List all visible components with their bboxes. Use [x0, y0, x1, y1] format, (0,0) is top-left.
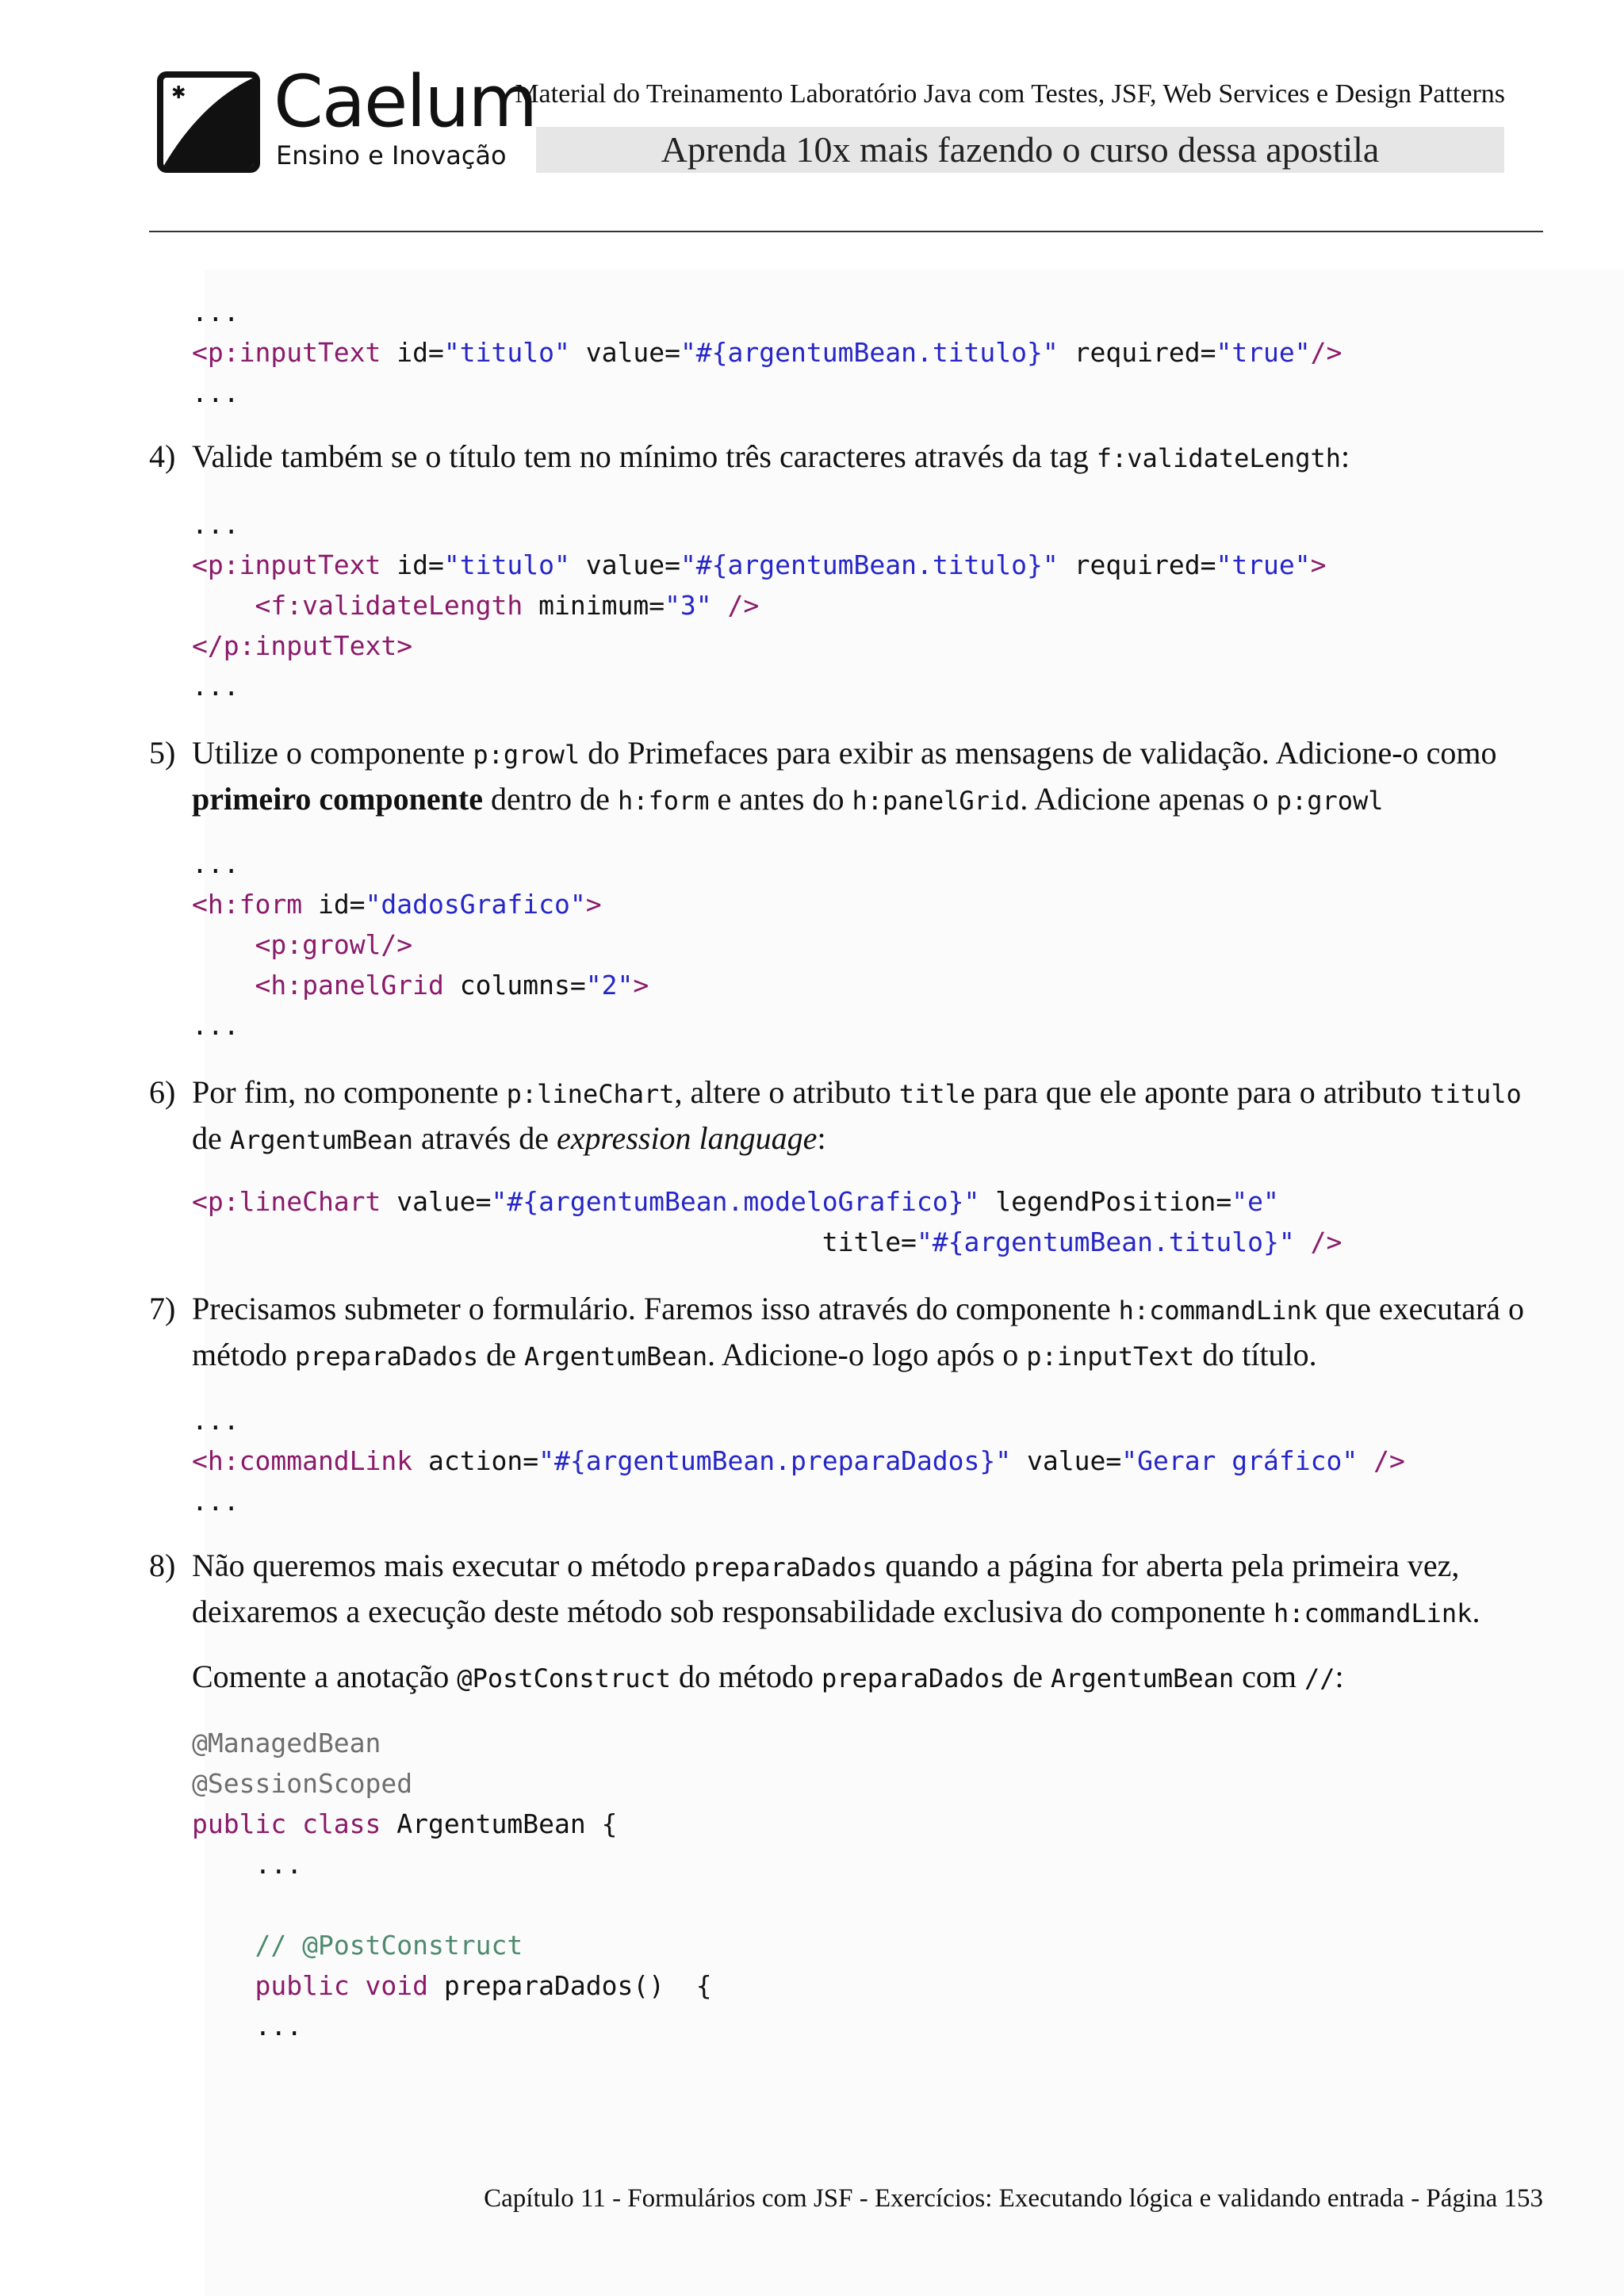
code-token: value=: [569, 549, 680, 580]
header-subtitle: Material do Treinamento Laboratório Java com Testes, JSF, Web Services e Design Patterns: [515, 79, 1505, 109]
code-token: columns=: [443, 970, 586, 1001]
text-run: :: [817, 1120, 826, 1156]
italic-text: expression language: [556, 1120, 818, 1156]
code-token: required=: [1058, 337, 1216, 368]
text-run: , altere o atributo: [674, 1074, 899, 1110]
code-token: ArgentumBean {: [381, 1808, 618, 1839]
logo-name: Caelum: [274, 60, 537, 144]
code-line: ...: [192, 1010, 239, 1041]
text-run: dentro de: [482, 781, 618, 817]
text-run: de: [1005, 1659, 1051, 1694]
list-number: 8): [149, 1548, 176, 1583]
code-token: id=: [381, 549, 444, 580]
paragraph-comment-instruction: [192, 1655, 1540, 1701]
code-line: ...: [192, 377, 239, 408]
inline-code: p:growl: [1276, 786, 1384, 816]
code-token: >: [585, 889, 602, 920]
inline-code: p:growl: [473, 740, 580, 770]
text-run: Valide também se o título tem no mínimo três caracteres através da tag: [192, 438, 1097, 474]
inline-code: h:form: [617, 786, 710, 816]
code-block-2: [192, 504, 1327, 706]
code-token: value=: [569, 337, 680, 368]
logo-tagline: Ensino e Inovação: [276, 140, 507, 170]
text-run: do método: [671, 1659, 822, 1694]
text-run: e antes do: [709, 781, 852, 817]
text-run: .: [1472, 1594, 1480, 1629]
code-token: >: [1310, 549, 1327, 580]
code-token: "#{argentumBean.titulo}": [680, 337, 1059, 368]
text-run: para que ele aponte para o atributo: [975, 1074, 1431, 1110]
code-line: @SessionScoped: [192, 1768, 413, 1799]
text-run: Não queremos mais executar o método: [192, 1548, 695, 1583]
list-number: 5): [149, 735, 176, 771]
code-block-5: [192, 1400, 1405, 1521]
inline-code: ArgentumBean: [229, 1125, 413, 1155]
inline-code: ArgentumBean: [523, 1341, 708, 1372]
header-banner: Aprenda 10x mais fazendo o curso dessa apostila: [536, 127, 1504, 173]
code-token: legendPosition=: [979, 1186, 1232, 1217]
list-item-text: [192, 1544, 1545, 1636]
code-block-4: [192, 1181, 1342, 1262]
text-run: Comente a anotação: [192, 1659, 458, 1694]
code-token: <f:validateLength: [255, 590, 523, 621]
code-token: <h:commandLink: [192, 1445, 413, 1476]
code-token: minimum=: [523, 590, 665, 621]
code-block-3: [192, 844, 649, 1046]
code-token: />: [1358, 1445, 1405, 1476]
text-run: de: [192, 1120, 230, 1156]
code-line: ...: [192, 1405, 239, 1436]
code-token: "3": [665, 590, 712, 621]
inline-code: //: [1304, 1663, 1335, 1693]
inline-code: ArgentumBean: [1050, 1663, 1235, 1693]
inline-code: preparaDados: [822, 1663, 1005, 1693]
code-line: <p:growl/>: [255, 929, 413, 960]
svg-text:✱: ✱: [171, 83, 186, 103]
code-token: <h:panelGrid: [255, 970, 444, 1001]
list-number: 7): [149, 1291, 176, 1326]
code-token: title=: [822, 1226, 917, 1257]
code-token: />: [711, 590, 760, 621]
code-token: "Gerar gráfico": [1121, 1445, 1358, 1476]
code-block-6: [192, 1723, 712, 2046]
code-line: ...: [192, 848, 239, 879]
code-token: value=: [1011, 1445, 1122, 1476]
code-token: id=: [381, 337, 444, 368]
code-token: "e": [1231, 1186, 1279, 1217]
code-token: "titulo": [443, 337, 570, 368]
text-run: com: [1234, 1659, 1305, 1694]
text-run: Utilize o componente: [192, 735, 473, 771]
code-line: ...: [192, 671, 239, 702]
code-block-1: [192, 292, 1342, 413]
code-token: public class: [192, 1808, 381, 1839]
text-run: que executará o método: [192, 1291, 1525, 1372]
text-run: através de: [412, 1120, 557, 1156]
code-token: "titulo": [443, 549, 570, 580]
code-token: "true": [1216, 337, 1311, 368]
text-run: do título.: [1194, 1337, 1317, 1372]
inline-code: p:inputText: [1026, 1341, 1195, 1372]
inline-code: titulo: [1430, 1079, 1522, 1109]
text-run: . Adicione apenas o: [1020, 781, 1277, 817]
code-token: "dadosGrafico": [365, 889, 586, 920]
inline-code: h:panelGrid: [852, 786, 1021, 816]
bold-text: primeiro componente: [192, 781, 483, 817]
code-token: public void: [255, 1970, 429, 2001]
list-number: 6): [149, 1074, 176, 1110]
code-token: <p:lineChart: [192, 1186, 381, 1217]
inline-code: h:commandLink: [1273, 1598, 1473, 1628]
list-item-text: [192, 434, 1545, 480]
list-number: 4): [149, 438, 176, 474]
inline-code: preparaDados: [294, 1341, 479, 1372]
code-token: required=: [1058, 549, 1216, 580]
code-token: />: [1310, 337, 1342, 368]
code-token: <p:inputText: [192, 337, 381, 368]
code-token: />: [1294, 1226, 1342, 1257]
code-line: </p:inputText>: [192, 630, 413, 661]
text-run: Precisamos submeter o formulário. Faremos isso através do componente: [192, 1291, 1119, 1326]
text-run: :: [1340, 438, 1350, 474]
text-run: de: [478, 1337, 524, 1372]
caelum-logo-icon: [157, 71, 260, 173]
inline-code: f:validateLength: [1096, 443, 1341, 473]
code-token: id=: [302, 889, 366, 920]
code-line: ...: [255, 2011, 303, 2042]
code-token: "#{argentumBean.modeloGrafico}": [491, 1186, 980, 1217]
list-item-text: [192, 1070, 1545, 1162]
code-token: value=: [381, 1186, 492, 1217]
code-token: action=: [412, 1445, 539, 1476]
text-run: quando a página for aberta pela primeira vez, deixaremos a execução deste método sob responsabilidade exclusiva do componente: [192, 1548, 1460, 1629]
code-token: "true": [1216, 549, 1311, 580]
list-item-text: [192, 731, 1545, 823]
text-run: Por fim, no componente: [192, 1074, 507, 1110]
code-token: "#{argentumBean.preparaDados}": [538, 1445, 1012, 1476]
header-divider: [149, 231, 1543, 232]
inline-code: title: [898, 1079, 976, 1109]
text-run: do Primefaces para exibir as mensagens de validação. Adicione-o como: [580, 735, 1497, 771]
code-token: preparaDados() {: [428, 1970, 712, 2001]
page-footer: Capítulo 11 - Formulários com JSF - Exercícios: Executando lógica e validando entrada - Página 153: [484, 2184, 1543, 2213]
code-line: ...: [255, 1849, 303, 1880]
list-item-text: [192, 1287, 1545, 1379]
code-token: "#{argentumBean.titulo}": [680, 549, 1059, 580]
code-line: ...: [192, 509, 239, 540]
inline-code: p:lineChart: [506, 1079, 675, 1109]
code-token: >: [633, 970, 649, 1001]
text-run: . Adicione-o logo após o: [707, 1337, 1027, 1372]
code-line: @ManagedBean: [192, 1728, 381, 1758]
inline-code: @PostConstruct: [457, 1663, 672, 1693]
code-line: // @PostConstruct: [255, 1930, 523, 1961]
code-token: "2": [585, 970, 634, 1001]
code-token: "#{argentumBean.titulo}": [916, 1226, 1295, 1257]
code-token: <p:inputText: [192, 549, 381, 580]
code-line: ...: [192, 297, 239, 327]
code-line: ...: [192, 1486, 239, 1517]
text-run: :: [1335, 1659, 1344, 1694]
code-token: <h:form: [192, 889, 303, 920]
inline-code: h:commandLink: [1118, 1295, 1318, 1326]
inline-code: preparaDados: [694, 1552, 878, 1582]
